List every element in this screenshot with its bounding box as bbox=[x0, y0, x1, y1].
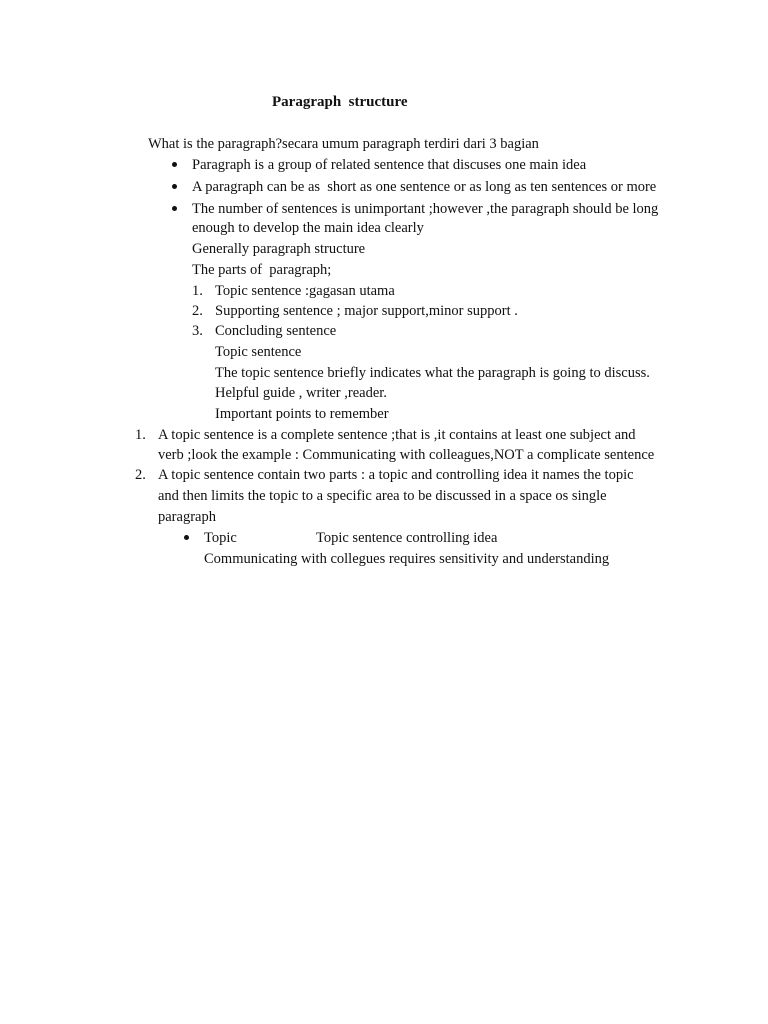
part-number-2: 2. bbox=[192, 303, 203, 319]
point-1-line-2: verb ;look the example : Communicating with colleagues,NOT a complicate sentence bbox=[158, 447, 655, 463]
bullet-item-1: Paragraph is a group of related sentence that discuses one main idea bbox=[192, 157, 587, 173]
bullet-item-3-line-2: enough to develop the main idea clearly bbox=[192, 220, 424, 236]
bullet-dot bbox=[172, 184, 177, 189]
topic-block-line-2: The topic sentence briefly indicates what the paragraph is going to discuss. bbox=[215, 365, 650, 381]
example-topic-label: Topic bbox=[204, 530, 237, 546]
part-number-1: 1. bbox=[192, 283, 203, 299]
bullet-item-3-line-4: The parts of paragraph; bbox=[192, 262, 332, 278]
bullet-item-2: A paragraph can be as short as one sentence or as long as ten sentences or more bbox=[192, 179, 657, 195]
point-2-line-2: and then limits the topic to a specific area to be discussed in a space os single bbox=[158, 488, 607, 504]
topic-block-line-4: Important points to remember bbox=[215, 406, 389, 422]
intro-line: What is the paragraph?secara umum paragraph terdiri dari 3 bagian bbox=[148, 136, 539, 152]
part-item-1: Topic sentence :gagasan utama bbox=[215, 283, 395, 299]
point-number-2: 2. bbox=[135, 467, 146, 483]
point-number-1: 1. bbox=[135, 427, 146, 443]
part-number-3: 3. bbox=[192, 323, 203, 339]
topic-block-line-3: Helpful guide , writer ,reader. bbox=[215, 385, 387, 401]
example-sentence: Communicating with collegues requires sensitivity and understanding bbox=[204, 551, 610, 567]
point-2-line-1: A topic sentence contain two parts : a topic and controlling idea it names the topic bbox=[158, 467, 634, 483]
part-item-2: Supporting sentence ; major support,minor support . bbox=[215, 303, 518, 319]
bullet-dot bbox=[172, 162, 177, 167]
bullet-item-3-line-3: Generally paragraph structure bbox=[192, 241, 366, 257]
page-title: Paragraph structure bbox=[272, 94, 408, 110]
part-item-3: Concluding sentence bbox=[215, 323, 337, 339]
bullet-dot bbox=[172, 206, 177, 211]
point-2-line-3: paragraph bbox=[158, 509, 216, 525]
bullet-dot bbox=[184, 535, 189, 540]
topic-block-line-1: Topic sentence bbox=[215, 344, 302, 360]
example-controlling-label: Topic sentence controlling idea bbox=[316, 530, 498, 546]
point-1-line-1: A topic sentence is a complete sentence ;that is ,it contains at least one subject and bbox=[158, 427, 636, 443]
bullet-item-3-line-1: The number of sentences is unimportant ;however ,the paragraph should be long bbox=[192, 201, 659, 217]
